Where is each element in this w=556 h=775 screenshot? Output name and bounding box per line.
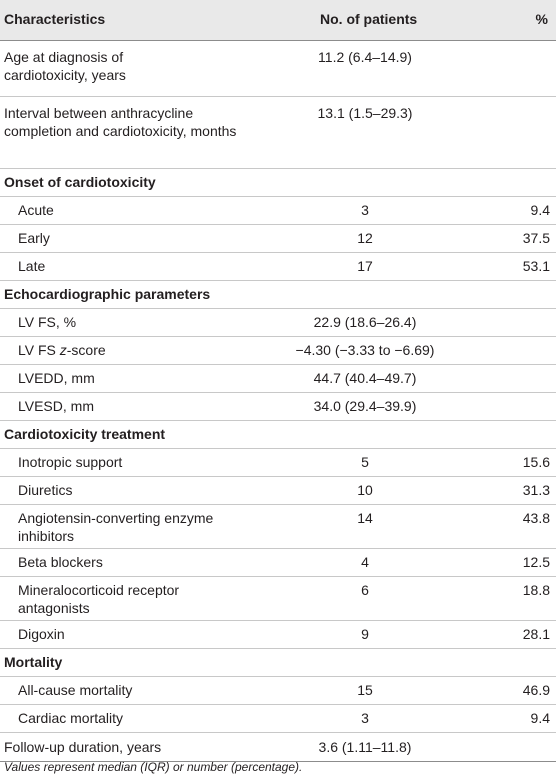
row-label: Digoxin [18, 626, 65, 642]
header-percent: % [535, 11, 548, 27]
table-row [0, 732, 556, 762]
row-patients: 14 [357, 510, 373, 526]
row-label: Late [18, 258, 46, 274]
table-row [0, 676, 556, 705]
row-patients: 44.7 (40.4–49.7) [313, 370, 417, 386]
row-patients: 6 [361, 582, 369, 598]
table-row [0, 224, 556, 253]
row-percent: 18.8 [522, 582, 550, 598]
row-label: LVEDD, mm [18, 370, 95, 386]
table-header [0, 0, 556, 41]
row-patients: 5 [361, 454, 369, 470]
section-title: Cardiotoxicity treatment [4, 426, 166, 442]
row-label: Age at diagnosis of cardiotoxicity, years [4, 49, 126, 83]
table-row [0, 308, 556, 337]
row-percent: 9.4 [530, 710, 550, 726]
table-row [0, 548, 556, 577]
table-row [0, 576, 556, 621]
table-row [0, 392, 556, 421]
table-row [0, 504, 556, 549]
row-label: LVESD, mm [18, 398, 94, 414]
row-label: Interval between anthracycline completion and cardiotoxicity, months [4, 105, 237, 139]
table-row [0, 704, 556, 732]
row-percent: 31.3 [522, 482, 550, 498]
section-title: Onset of cardiotoxicity [4, 174, 156, 190]
row-label: Acute [18, 202, 54, 218]
row-patients: 3.6 (1.11–11.8) [318, 739, 412, 755]
row-patients: 4 [361, 554, 369, 570]
row-label: LV FS z-score [18, 342, 106, 358]
table-row [0, 96, 556, 169]
row-percent: 15.6 [522, 454, 550, 470]
row-label: Cardiac mortality [18, 710, 124, 726]
row-patients: 3 [361, 710, 369, 726]
section-row [0, 648, 556, 677]
table-row [0, 476, 556, 505]
table-footnote: Values represent median (IQR) or number (percentage). [4, 760, 303, 774]
row-patients: 3 [361, 202, 369, 218]
section-row [0, 168, 556, 197]
row-patients: 17 [357, 258, 373, 274]
row-label: Diuretics [18, 482, 73, 498]
row-percent: 9.4 [530, 202, 550, 218]
row-patients: 15 [357, 682, 373, 698]
table-row [0, 336, 556, 365]
table-row [0, 40, 556, 97]
section-row [0, 280, 556, 309]
header-characteristics: Characteristics [4, 11, 106, 27]
row-label: Inotropic support [18, 454, 123, 470]
header-patients: No. of patients [320, 11, 418, 27]
row-patients: 13.1 (1.5–29.3) [317, 105, 413, 121]
row-label: Mineralocorticoid receptor antagonists [18, 582, 180, 616]
section-row [0, 420, 556, 449]
row-percent: 43.8 [522, 510, 550, 526]
row-percent: 12.5 [522, 554, 550, 570]
row-patients: 11.2 (6.4–14.9) [318, 49, 412, 65]
table-row [0, 252, 556, 281]
row-patients: 10 [357, 482, 373, 498]
section-title: Mortality [4, 654, 63, 670]
row-percent: 53.1 [522, 258, 550, 274]
row-patients: 9 [361, 626, 369, 642]
row-label: Beta blockers [18, 554, 103, 570]
section-title: Echocardiographic parameters [4, 286, 211, 302]
row-label: All-cause mortality [18, 682, 133, 698]
row-percent: 37.5 [522, 230, 550, 246]
row-label: LV FS, % [18, 314, 77, 330]
row-label: Follow-up duration, years [4, 739, 162, 755]
row-percent: 46.9 [522, 682, 550, 698]
row-label: Early [18, 230, 50, 246]
row-patients: −4.30 (−3.33 to −6.69) [295, 342, 435, 358]
row-patients: 12 [357, 230, 373, 246]
row-percent: 28.1 [522, 626, 550, 642]
table-row [0, 364, 556, 393]
row-patients: 34.0 (29.4–39.9) [313, 398, 417, 414]
table-row [0, 620, 556, 649]
table-row [0, 196, 556, 225]
row-patients: 22.9 (18.6–26.4) [313, 314, 417, 330]
row-label: Angiotensin-converting enzyme inhibitors [18, 510, 214, 544]
table-row [0, 448, 556, 477]
